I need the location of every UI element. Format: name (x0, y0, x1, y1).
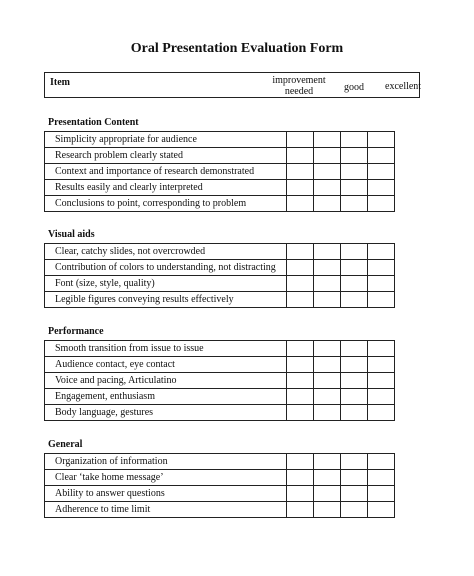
table-row (45, 196, 395, 212)
rating-cell[interactable] (368, 373, 395, 389)
rating-cell[interactable] (341, 276, 368, 292)
item-label: Audience contact, eye contact (45, 357, 287, 373)
rating-cell[interactable] (314, 405, 341, 421)
rating-cell[interactable] (368, 470, 395, 486)
section-table-presentation-content (44, 131, 395, 212)
table-row (45, 454, 395, 470)
rating-cell[interactable] (287, 132, 314, 148)
item-label: Simplicity appropriate for audience (45, 132, 287, 148)
rating-cell[interactable] (314, 244, 341, 260)
table-row (45, 502, 395, 518)
item-label: Clear ‘take home message’ (45, 470, 287, 486)
rating-cell[interactable] (287, 148, 314, 164)
rating-cell[interactable] (287, 502, 314, 518)
rating-cell[interactable] (368, 405, 395, 421)
rating-cell[interactable] (314, 502, 341, 518)
rating-cell[interactable] (314, 260, 341, 276)
section-title-general: General (48, 439, 83, 450)
rating-cell[interactable] (341, 292, 368, 308)
rating-cell[interactable] (368, 260, 395, 276)
rating-cell[interactable] (368, 341, 395, 357)
item-label: Font (size, style, quality) (45, 276, 287, 292)
rating-cell[interactable] (341, 260, 368, 276)
rating-cell[interactable] (341, 405, 368, 421)
item-label: Legible figures conveying results effectively (45, 292, 287, 308)
rating-cell[interactable] (341, 357, 368, 373)
header-improvement-line1: improvement (272, 75, 326, 86)
table-row (45, 341, 395, 357)
section-table-visual-aids (44, 243, 395, 308)
rating-cell[interactable] (341, 470, 368, 486)
table-header (44, 72, 420, 98)
item-label: Voice and pacing, Articulatino (45, 373, 287, 389)
item-label: Adherence to time limit (45, 502, 287, 518)
rating-cell[interactable] (341, 196, 368, 212)
rating-cell[interactable] (314, 132, 341, 148)
rating-cell[interactable] (368, 132, 395, 148)
rating-cell[interactable] (314, 148, 341, 164)
table-row (45, 405, 395, 421)
rating-cell[interactable] (368, 276, 395, 292)
header-item: Item (50, 77, 70, 88)
item-label: Contribution of colors to understanding, not distracting (45, 260, 287, 276)
section-title-performance: Performance (48, 326, 104, 337)
rating-cell[interactable] (368, 244, 395, 260)
rating-cell[interactable] (314, 486, 341, 502)
rating-cell[interactable] (287, 454, 314, 470)
table-row (45, 180, 395, 196)
table-row (45, 260, 395, 276)
rating-cell[interactable] (314, 196, 341, 212)
rating-cell[interactable] (287, 164, 314, 180)
item-label: Body language, gestures (45, 405, 287, 421)
rating-cell[interactable] (314, 357, 341, 373)
rating-cell[interactable] (287, 276, 314, 292)
rating-cell[interactable] (314, 276, 341, 292)
rating-cell[interactable] (314, 180, 341, 196)
rating-cell[interactable] (341, 180, 368, 196)
rating-cell[interactable] (368, 148, 395, 164)
item-label: Research problem clearly stated (45, 148, 287, 164)
item-label: Ability to answer questions (45, 486, 287, 502)
rating-cell[interactable] (341, 486, 368, 502)
table-row (45, 486, 395, 502)
rating-cell[interactable] (287, 292, 314, 308)
rating-cell[interactable] (287, 244, 314, 260)
rating-cell[interactable] (341, 164, 368, 180)
rating-cell[interactable] (287, 196, 314, 212)
table-row (45, 148, 395, 164)
rating-cell[interactable] (341, 132, 368, 148)
item-label: Smooth transition from issue to issue (45, 341, 287, 357)
table-row (45, 292, 395, 308)
table-row (45, 244, 395, 260)
rating-cell[interactable] (287, 389, 314, 405)
item-label: Organization of information (45, 454, 287, 470)
rating-cell[interactable] (314, 389, 341, 405)
rating-cell[interactable] (341, 341, 368, 357)
rating-cell[interactable] (314, 373, 341, 389)
rating-cell[interactable] (368, 486, 395, 502)
table-row (45, 357, 395, 373)
rating-cell[interactable] (287, 341, 314, 357)
rating-cell[interactable] (368, 389, 395, 405)
item-label: Context and importance of research demonstrated (45, 164, 287, 180)
rating-cell[interactable] (368, 454, 395, 470)
rating-cell[interactable] (368, 196, 395, 212)
table-row (45, 276, 395, 292)
header-excellent: excellent (385, 81, 422, 92)
rating-cell[interactable] (368, 180, 395, 196)
form-title: Oral Presentation Evaluation Form (130, 41, 344, 56)
rating-cell[interactable] (341, 244, 368, 260)
rating-cell[interactable] (287, 470, 314, 486)
item-label: Results easily and clearly interpreted (45, 180, 287, 196)
rating-cell[interactable] (341, 148, 368, 164)
rating-cell[interactable] (368, 502, 395, 518)
header-improvement-line2: needed (284, 86, 314, 97)
table-row (45, 389, 395, 405)
item-label: Clear, catchy slides, not overcrowded (45, 244, 287, 260)
item-label: Engagement, enthusiasm (45, 389, 287, 405)
section-table-general (44, 453, 395, 518)
section-table-performance (44, 340, 395, 421)
rating-cell[interactable] (314, 164, 341, 180)
header-improvement-needed (267, 75, 331, 97)
table-row (45, 164, 395, 180)
rating-cell[interactable] (368, 164, 395, 180)
rating-cell[interactable] (314, 292, 341, 308)
table-row (45, 132, 395, 148)
rating-cell[interactable] (314, 470, 341, 486)
section-title-presentation-content: Presentation Content (48, 117, 139, 128)
rating-cell[interactable] (287, 180, 314, 196)
rating-cell[interactable] (287, 373, 314, 389)
rating-cell[interactable] (287, 405, 314, 421)
rating-cell[interactable] (368, 357, 395, 373)
table-row (45, 470, 395, 486)
rating-cell[interactable] (287, 357, 314, 373)
table-row (45, 373, 395, 389)
header-good: good (344, 82, 364, 93)
rating-cell[interactable] (368, 292, 395, 308)
section-title-visual-aids: Visual aids (48, 229, 95, 240)
item-label: Conclusions to point, corresponding to problem (45, 196, 287, 212)
rating-cell[interactable] (341, 373, 368, 389)
rating-cell[interactable] (314, 341, 341, 357)
rating-cell[interactable] (341, 454, 368, 470)
rating-cell[interactable] (341, 502, 368, 518)
rating-cell[interactable] (287, 486, 314, 502)
rating-cell[interactable] (314, 454, 341, 470)
rating-cell[interactable] (287, 260, 314, 276)
rating-cell[interactable] (341, 389, 368, 405)
